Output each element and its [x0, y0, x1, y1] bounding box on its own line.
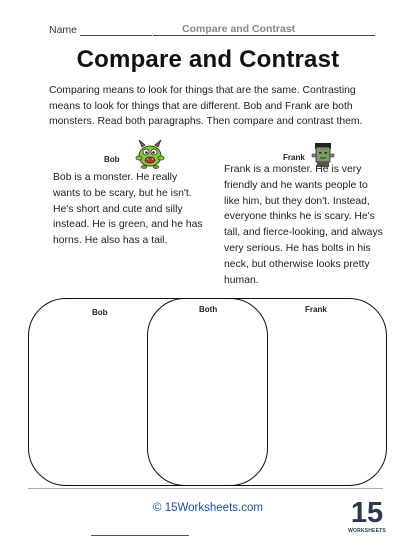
- footer-divider: [28, 488, 383, 489]
- bob-paragraph: Bob is a monster. He really wants to be scary, but he isn't. He's short and cute and silly instead. He is green, and he has horns. He also has a tail.: [53, 172, 203, 247]
- header-line: [153, 35, 375, 36]
- name-label: Name: [49, 24, 78, 36]
- header-title: Compare and Contrast: [182, 23, 296, 35]
- logo-number: 15: [350, 497, 384, 529]
- frank-paragraph: Frank is a monster. He is very friendly and he wants people to like him, but they don't. Instead, everyone thinks he is scary. He's tall, and fierce-looking, and always very serious. He has bolts in his neck, but otherwise looks pretty human.: [224, 164, 383, 286]
- page-title: Compare and Contrast: [76, 46, 340, 73]
- intro-paragraph: Comparing means to look for things that are the same. Contrasting means to look for things that are different. Bob and Frank are both monsters. Read both paragraphs. Then compare and contrast them.: [49, 85, 363, 127]
- venn-overlap-both[interactable]: [147, 299, 266, 483]
- bob-label: Bob: [104, 155, 120, 164]
- worksheets-logo: [350, 493, 384, 535]
- name-line: [80, 35, 152, 36]
- venn-label-frank: Frank: [305, 305, 327, 314]
- logo-text: WORKSHEETS: [348, 528, 386, 534]
- venn-label-both: Both: [199, 305, 218, 314]
- bottom-line: [91, 535, 189, 536]
- green-monster-icon: [133, 138, 167, 170]
- footer-copyright-link[interactable]: © 15Worksheets.com: [153, 502, 263, 514]
- venn-label-bob: Bob: [92, 308, 108, 317]
- frank-label: Frank: [283, 153, 305, 162]
